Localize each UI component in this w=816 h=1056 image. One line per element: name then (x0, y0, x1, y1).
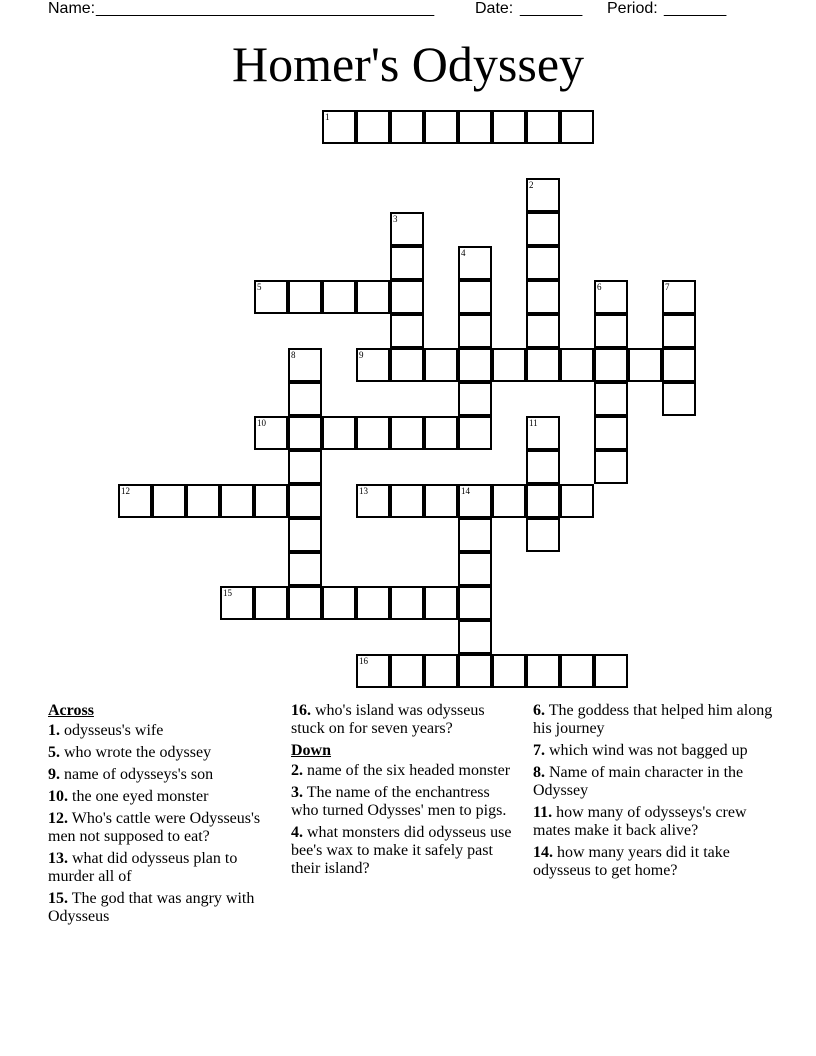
grid-cell[interactable] (662, 382, 696, 416)
grid-cell[interactable] (254, 280, 288, 314)
grid-cell[interactable] (458, 246, 492, 280)
period-label: Period: (607, 0, 658, 17)
grid-cell[interactable] (458, 586, 492, 620)
grid-cell[interactable] (424, 416, 458, 450)
grid-cell[interactable] (594, 416, 628, 450)
grid-cell[interactable] (662, 280, 696, 314)
name-label: Name: (48, 0, 96, 17)
clue-down-14: 14. how many years did it take odysseus to get home? (533, 844, 730, 879)
page-title: Homer's Odyssey (231, 36, 585, 92)
cell-number: 12 (121, 486, 130, 496)
grid-cell[interactable] (322, 416, 356, 450)
clue-across-13: 13. what did odysseus plan to murder all of (48, 850, 238, 885)
grid-cell[interactable] (594, 654, 628, 688)
grid-cell[interactable] (458, 382, 492, 416)
grid-cell[interactable] (288, 450, 322, 484)
clue-across-16: 16. who's island was odysseus stuck on for seven years? (291, 702, 485, 737)
grid-cell[interactable] (458, 518, 492, 552)
grid-cell[interactable] (492, 110, 526, 144)
grid-cell[interactable] (424, 586, 458, 620)
grid-cell[interactable] (390, 314, 424, 348)
grid-cell[interactable] (526, 246, 560, 280)
grid-cell[interactable] (526, 654, 560, 688)
grid-cell[interactable] (458, 110, 492, 144)
grid-cell[interactable] (424, 348, 458, 382)
clues-column-3 (533, 702, 783, 884)
grid-cell[interactable] (390, 348, 424, 382)
grid-cell[interactable] (560, 484, 594, 518)
grid-cell[interactable] (526, 110, 560, 144)
grid-cell[interactable] (492, 654, 526, 688)
grid-cell[interactable] (424, 654, 458, 688)
cell-number: 2 (529, 180, 534, 190)
grid-cell[interactable] (526, 484, 560, 518)
grid-cell[interactable] (526, 450, 560, 484)
grid-cell[interactable] (526, 314, 560, 348)
grid-cell[interactable] (390, 654, 424, 688)
cell-number: 4 (461, 248, 466, 258)
grid-cell[interactable] (118, 484, 152, 518)
grid-cell[interactable] (390, 280, 424, 314)
cell-number: 8 (291, 350, 296, 360)
grid-cell[interactable] (526, 518, 560, 552)
grid-cell[interactable] (458, 348, 492, 382)
grid-cell[interactable] (356, 416, 390, 450)
grid-cell[interactable] (628, 348, 662, 382)
clue-across-12: 12. Who's cattle were Odysseus's men not supposed to eat? (48, 810, 261, 845)
grid-cell[interactable] (560, 348, 594, 382)
cell-number: 5 (257, 282, 262, 292)
grid-cell[interactable] (594, 382, 628, 416)
date-label: Date: (475, 0, 514, 17)
clue-down-8: 8. Name of main character in the Odyssey (533, 764, 744, 799)
cell-number: 16 (359, 656, 368, 666)
grid-cell[interactable] (458, 280, 492, 314)
grid-cell[interactable] (356, 586, 390, 620)
clue-down-11: 11. how many of odysseys's crew mates make it back alive? (533, 804, 747, 839)
clues-column-1 (48, 702, 278, 930)
grid-cell[interactable] (526, 212, 560, 246)
name-field[interactable]: ______________________________________ (96, 0, 435, 17)
grid-cell[interactable] (220, 586, 254, 620)
grid-cell[interactable] (186, 484, 220, 518)
grid-cell[interactable] (152, 484, 186, 518)
grid-cell[interactable] (526, 348, 560, 382)
cell-number: 11 (529, 418, 538, 428)
grid-cell[interactable] (356, 654, 390, 688)
clue-across-9: 9. name of odysseys's son (48, 766, 214, 783)
grid-cell[interactable] (594, 280, 628, 314)
clue-across-1: 1. odysseus's wife (48, 722, 164, 739)
grid-cell[interactable] (288, 484, 322, 518)
grid-cell[interactable] (322, 586, 356, 620)
cell-number: 15 (223, 588, 232, 598)
grid-cell[interactable] (560, 654, 594, 688)
grid-cell[interactable] (594, 348, 628, 382)
grid-cell[interactable] (390, 246, 424, 280)
grid-cell[interactable] (662, 348, 696, 382)
grid-cell[interactable] (662, 314, 696, 348)
clue-down-3: 3. The name of the enchantress who turned Odysses' men to pigs. (291, 784, 507, 819)
date-field[interactable]: _______ (520, 0, 583, 17)
grid-cell[interactable] (492, 484, 526, 518)
grid-cell[interactable] (288, 280, 322, 314)
grid-cell[interactable] (526, 280, 560, 314)
grid-cell[interactable] (390, 416, 424, 450)
cell-number: 14 (461, 486, 470, 496)
grid-cell[interactable] (356, 484, 390, 518)
grid-cell[interactable] (458, 484, 492, 518)
cell-number: 7 (665, 282, 670, 292)
grid-cell[interactable] (356, 348, 390, 382)
grid-cell[interactable] (424, 110, 458, 144)
grid-cell[interactable] (254, 416, 288, 450)
grid-cell[interactable] (424, 484, 458, 518)
grid-cell[interactable] (390, 484, 424, 518)
clue-across-5: 5. who wrote the odyssey (48, 744, 212, 761)
grid-cell[interactable] (322, 280, 356, 314)
grid-cell[interactable] (288, 416, 322, 450)
grid-cell[interactable] (288, 586, 322, 620)
grid-cell[interactable] (560, 110, 594, 144)
cell-number: 9 (359, 350, 364, 360)
cell-number: 6 (597, 282, 602, 292)
grid-cell[interactable] (390, 110, 424, 144)
grid-cell[interactable] (390, 212, 424, 246)
cell-number: 1 (325, 112, 330, 122)
clue-across-10: 10. the one eyed monster (48, 788, 209, 805)
clue-across-15: 15. The god that was angry with Odysseus (48, 890, 255, 925)
grid-cell[interactable] (254, 586, 288, 620)
grid-cell[interactable] (594, 314, 628, 348)
grid-cell[interactable] (458, 620, 492, 654)
down-heading: Down (291, 742, 332, 759)
grid-cell[interactable] (492, 348, 526, 382)
grid-cell[interactable] (288, 552, 322, 586)
grid-cell[interactable] (526, 178, 560, 212)
grid-cell[interactable] (458, 552, 492, 586)
clue-down-6: 6. The goddess that helped him along his journey (533, 702, 773, 737)
grid-cell[interactable] (458, 654, 492, 688)
grid-cell[interactable] (458, 314, 492, 348)
grid-cell[interactable] (220, 484, 254, 518)
grid-cell[interactable] (356, 280, 390, 314)
grid-cell[interactable] (288, 518, 322, 552)
grid-cell[interactable] (356, 110, 390, 144)
grid-cell[interactable] (288, 348, 322, 382)
clues-column-2 (291, 702, 516, 882)
grid-cell[interactable] (594, 450, 628, 484)
grid-cell[interactable] (526, 416, 560, 450)
grid-cell[interactable] (322, 110, 356, 144)
clue-down-7: 7. which wind was not bagged up (533, 742, 748, 759)
cell-number: 3 (393, 214, 398, 224)
clue-down-4: 4. what monsters did odysseus use bee's wax to make it safely past their island? (291, 824, 512, 877)
grid-cell[interactable] (254, 484, 288, 518)
across-heading: Across (48, 702, 94, 719)
cell-number: 13 (359, 486, 368, 496)
grid-cell[interactable] (390, 586, 424, 620)
cell-number: 10 (257, 418, 266, 428)
period-field[interactable]: _______ (664, 0, 727, 17)
clue-down-2: 2. name of the six headed monster (291, 762, 511, 779)
grid-cell[interactable] (288, 382, 322, 416)
grid-cell[interactable] (458, 416, 492, 450)
